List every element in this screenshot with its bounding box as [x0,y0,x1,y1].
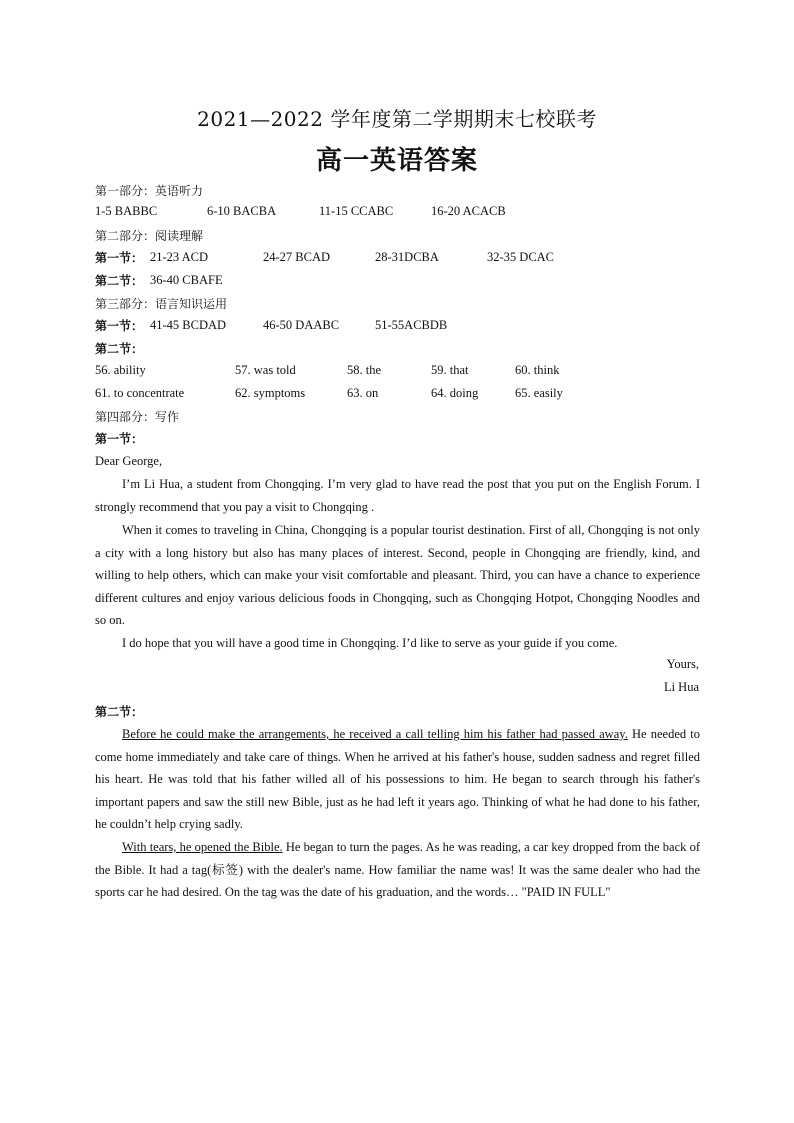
answer-group: 36-40 CBAFE [150,273,223,287]
answer-group: 11-15 CCABC [319,204,394,218]
answer-group: 6-10 BACBA [207,204,277,218]
fill-answer: 57. was told [235,363,296,377]
paragraph-text: He needed to come home immediately and take care of things. When he arrived at his father's house, sudden sadness and regret filled his heart. He was told that his father willed all of his possessions to him. He began to search through his father's important papers and saw the still new Bible, just as he had left it years ago. Thinking of what he had done to his father, he couldn’t help crying sadly. [95,727,700,832]
section-label: 第二节： [95,342,144,356]
section-label: 第一节： [95,319,144,333]
fill-answer: 60. think [515,363,560,377]
part3-heading: 第三部分：语言知识运用 [95,297,228,311]
part2-heading: 第二部分：阅读理解 [95,229,204,243]
story-paragraph [95,836,700,904]
letter-closing: Yours, [666,657,699,671]
underlined-sentence: With tears, he opened the Bible. [122,840,283,854]
answer-group: 28-31DCBA [375,250,439,264]
section-label: 第二节： [95,274,144,288]
fill-answer: 63. on [347,386,379,400]
page-subtitle: 高一英语答案 [315,146,478,176]
answer-group: 51-55ACBDB [375,318,448,332]
answer-group: 21-23 ACD [150,250,208,264]
paragraph-text: He began to turn the pages. As he was reading, a car key dropped from the back of the Bible. It had a tag(标签) with the dealer's name. How familiar the name was! It was the same dealer who had the sports car he had desired. On the tag was the date of his graduation, and the words… "PAID IN FULL" [95,840,700,900]
page-title: 2021—2022 学年度第二学期期末七校联考 [197,107,597,131]
fill-answer: 58. the [347,363,382,377]
section-label: 第二节： [95,705,144,719]
part4-heading: 第四部分：写作 [95,410,180,424]
answer-group: 41-45 BCDAD [150,318,227,332]
story-paragraph [95,723,700,836]
fill-answer: 59. that [431,363,469,377]
fill-answer: 65. easily [515,386,563,400]
answer-group: 32-35 DCAC [487,250,555,264]
letter-signature: Li Hua [663,680,699,694]
fill-answer: 64. doing [431,386,479,400]
letter-paragraph: I’m Li Hua, a student from Chongqing. I’m very glad to have read the post that you put on the English Forum. I strongly recommend that you pay a visit to Chongqing . [95,477,700,514]
section-label: 第一节： [95,251,144,265]
letter-paragraph: I do hope that you will have a good time in Chongqing. I’d like to serve as your guide if you come. [122,636,618,650]
fill-answer: 56. ability [95,363,146,377]
letter-paragraph: When it comes to traveling in China, Chongqing is a popular tourist destination. First of all, Chongqing is not only a city with a long history but also has many places of interest. Second, people in Chongqing are friendly, kind, and willing to help others, which can make your visit comfortable and pleasant. Third, you can have a chance to experience different cultures and enjoy various delicious foods in Chongqing, such as Chongqing Hotpot, Chongqing Noodles and so on. [95,523,700,628]
fill-answer: 62. symptoms [235,386,306,400]
answer-group: 16-20 ACACB [431,204,506,218]
section-label: 第一节： [95,432,144,446]
underlined-sentence: Before he could make the arrangements, he received a call telling him his father had passed away. [122,727,628,741]
answer-group: 24-27 BCAD [263,250,331,264]
letter-greeting: Dear George, [95,454,163,468]
fill-answer: 61. to concentrate [95,386,185,400]
answer-group: 46-50 DAABC [263,318,340,332]
part1-heading: 第一部分：英语听力 [95,184,204,198]
answer-group: 1-5 BABBC [95,204,158,218]
